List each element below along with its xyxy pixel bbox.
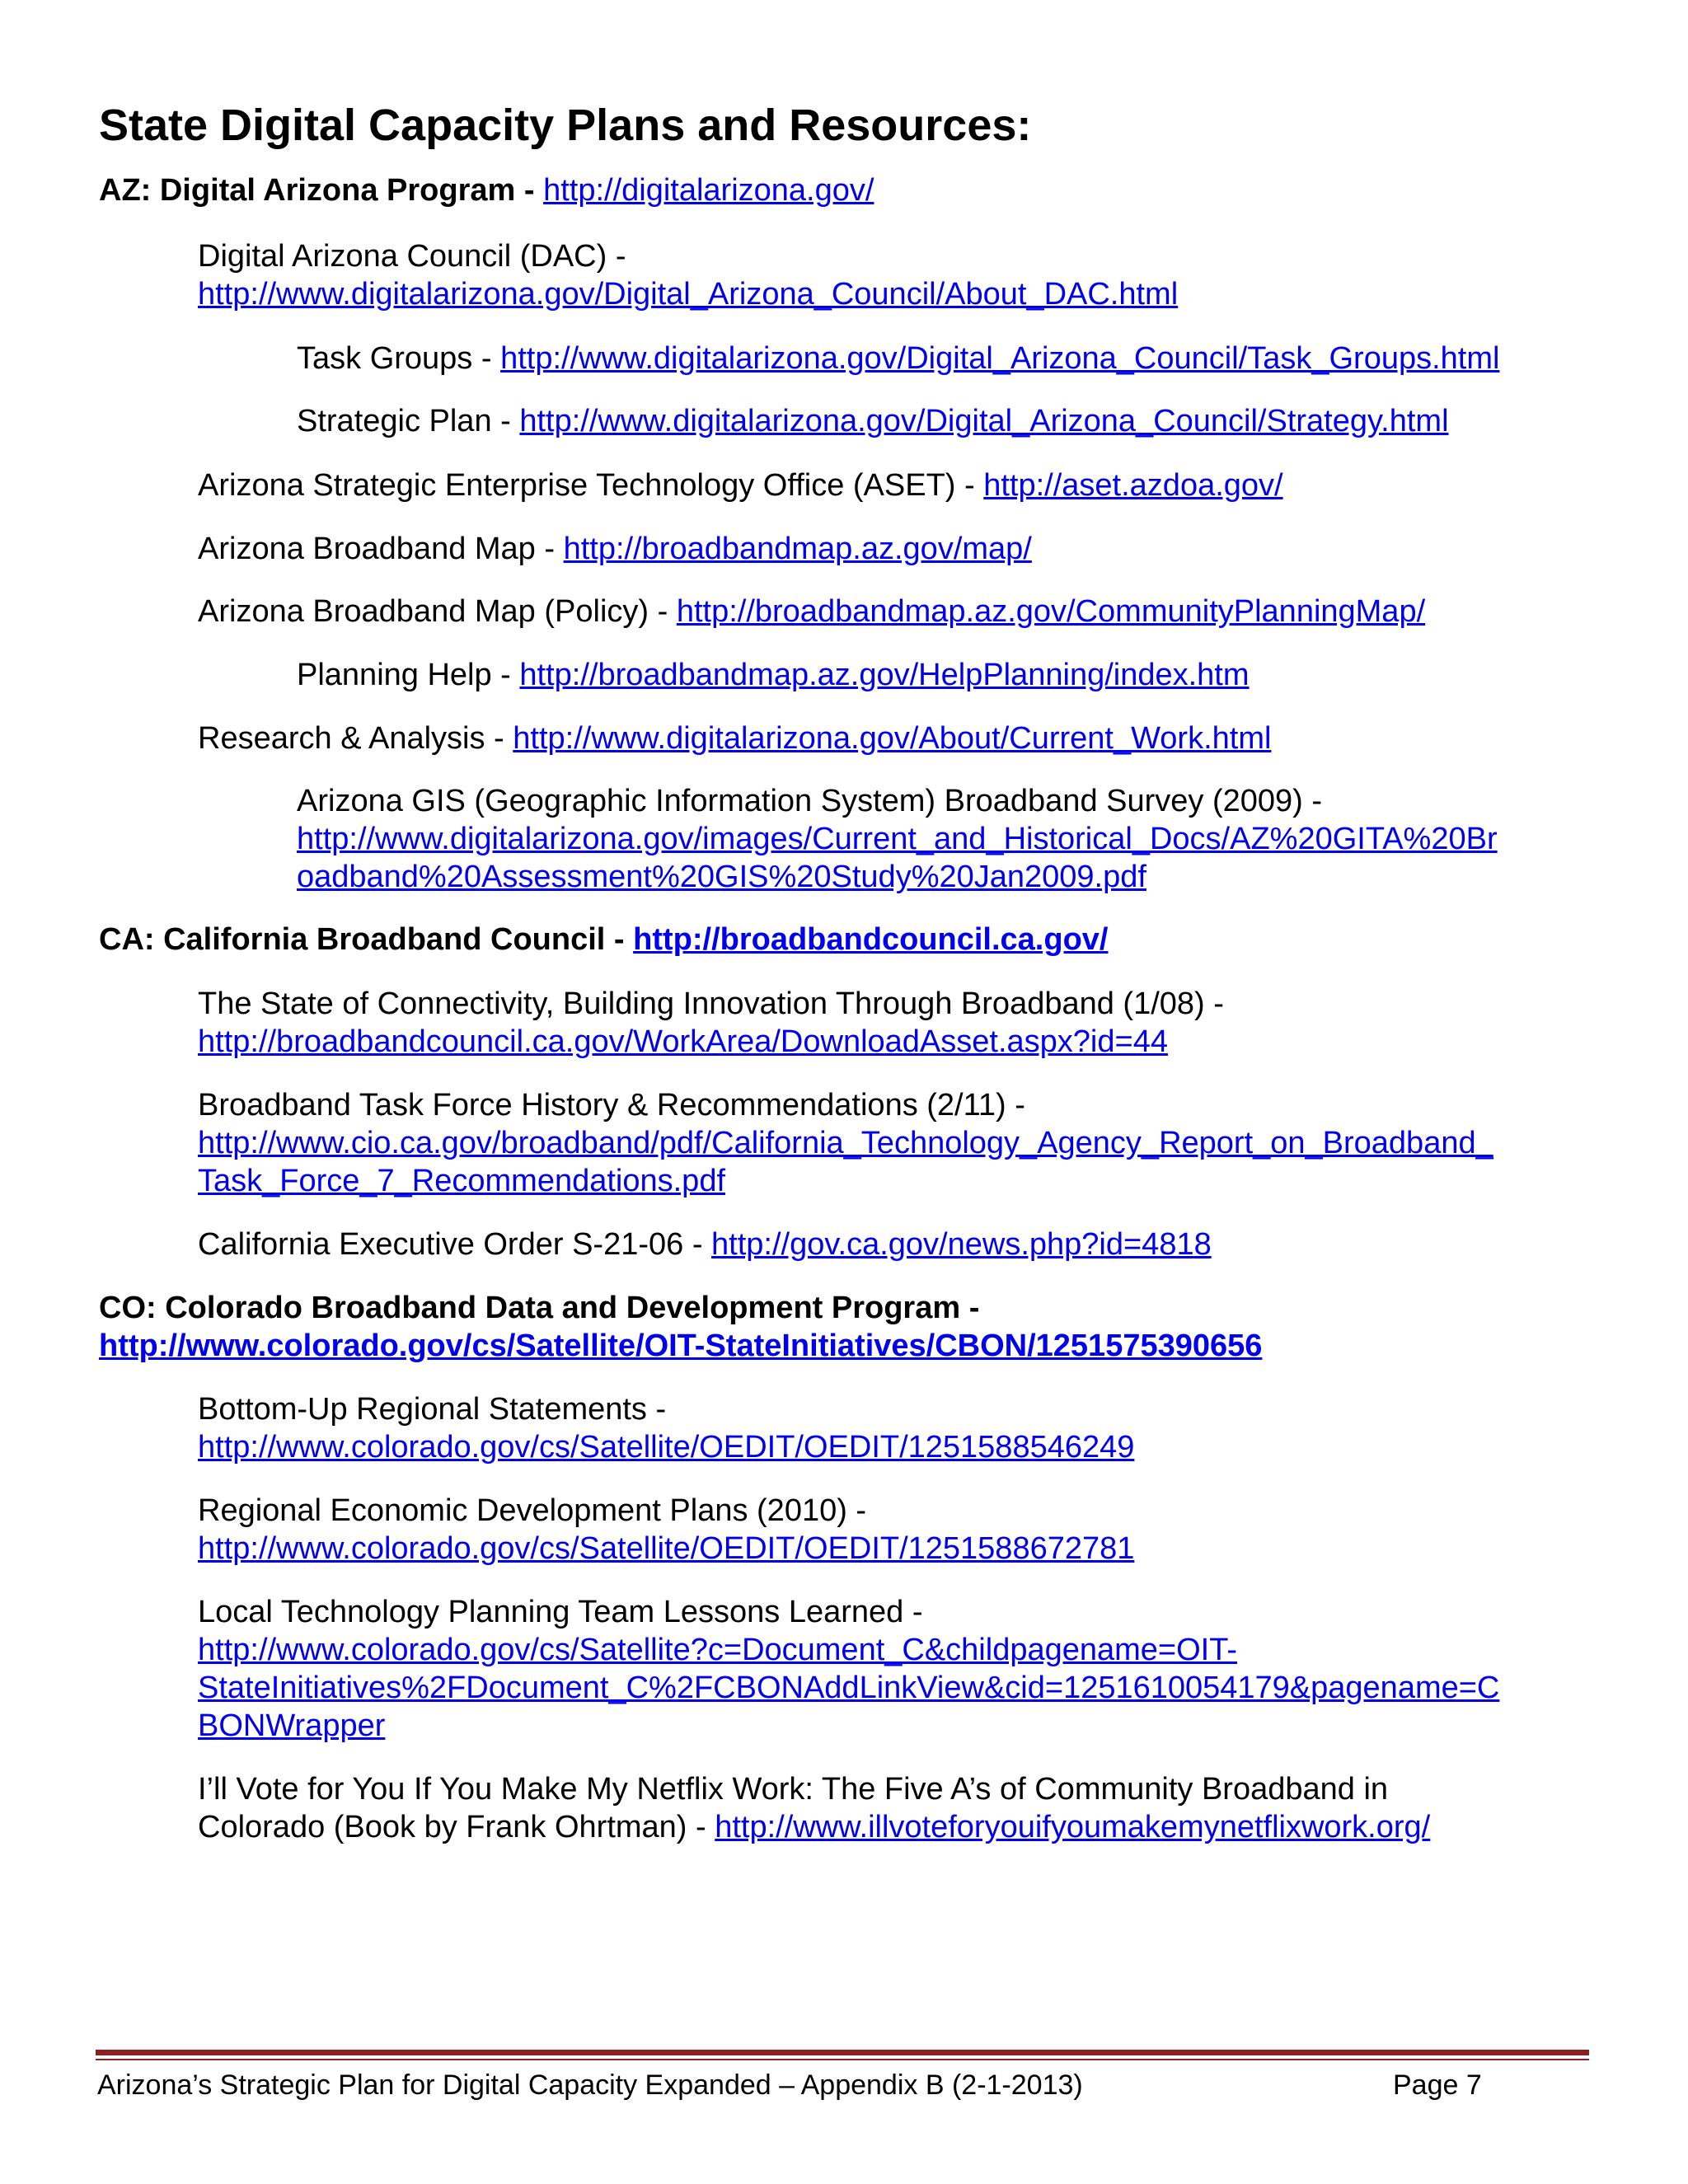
az-strategic-link[interactable]: http://www.digitalarizona.gov/Digital_Arizona_Council/Strategy.html (519, 404, 1449, 438)
co-heading (99, 1289, 1262, 1365)
ca-state-link[interactable]: http://broadbandcouncil.ca.gov/WorkArea/DownloadAsset.aspx?id=44 (198, 1024, 1168, 1059)
co-local-label: Local Technology Planning Team Lessons Learned - (198, 1595, 923, 1629)
co-netflix-item (198, 1770, 1430, 1846)
co-bottom-item (198, 1390, 1134, 1466)
ca-taskforce-label: Broadband Task Force History & Recommendations (2/11) - (198, 1088, 1025, 1122)
ca-taskforce-item (198, 1086, 1493, 1200)
az-policy-label: Arizona Broadband Map (Policy) - (198, 594, 677, 629)
az-research-link[interactable]: http://www.digitalarizona.gov/About/Current_Work.html (513, 721, 1272, 756)
az-dac-item (198, 237, 1178, 313)
az-map-link[interactable]: http://broadbandmap.az.gov/map/ (563, 532, 1032, 566)
ca-state-item (198, 985, 1224, 1061)
co-bottom-label: Bottom-Up Regional Statements - (198, 1392, 667, 1427)
co-regional-item (198, 1492, 1134, 1568)
co-local-link-line2[interactable]: StateInitiatives%2FDocument_C%2FCBONAddLinkView&cid=1251610054179&pagename=C (198, 1671, 1500, 1705)
co-heading-label: CO: Colorado Broadband Data and Development Program - (99, 1291, 980, 1325)
ca-heading (99, 921, 1108, 958)
ca-exec-label: California Executive Order S-21-06 - (198, 1227, 712, 1262)
az-task-label: Task Groups - (297, 341, 501, 376)
az-gis-link-line2[interactable]: oadband%20Assessment%20GIS%20Study%20Jan2009.pdf (297, 860, 1146, 894)
ca-heading-link[interactable]: http://broadbandcouncil.ca.gov/ (633, 922, 1109, 957)
ca-state-label: The State of Connectivity, Building Innovation Through Broadband (1/08) - (198, 987, 1224, 1021)
co-local-link-line1[interactable]: http://www.colorado.gov/cs/Satellite?c=Document_C&childpagename=OIT- (198, 1633, 1237, 1667)
co-regional-link[interactable]: http://www.colorado.gov/cs/Satellite/OEDIT/OEDIT/1251588672781 (198, 1531, 1135, 1566)
az-policy-link[interactable]: http://broadbandmap.az.gov/CommunityPlanningMap/ (676, 594, 1426, 629)
az-map-label: Arizona Broadband Map - (198, 532, 564, 566)
az-task-link[interactable]: http://www.digitalarizona.gov/Digital_Arizona_Council/Task_Groups.html (500, 341, 1500, 376)
ca-exec-item (198, 1226, 1212, 1263)
az-gis-link-line1[interactable]: http://www.digitalarizona.gov/images/Current_and_Historical_Docs/AZ%20GITA%20Br (297, 822, 1498, 856)
footer-rule-thin (96, 2059, 1589, 2060)
az-heading-label: AZ: Digital Arizona Program - (99, 173, 544, 208)
co-regional-label: Regional Economic Development Plans (2010) - (198, 1493, 867, 1528)
az-gis-label: Arizona GIS (Geographic Information System) Broadband Survey (2009) - (297, 784, 1323, 818)
az-policy-item (198, 593, 1425, 630)
co-local-link-line3[interactable]: BONWrapper (198, 1708, 386, 1743)
az-planning-link[interactable]: http://broadbandmap.az.gov/HelpPlanning/index.htm (519, 658, 1250, 692)
az-aset-link[interactable]: http://aset.azdoa.gov/ (983, 468, 1283, 503)
az-strategic-item (297, 402, 1449, 440)
az-dac-link[interactable]: http://www.digitalarizona.gov/Digital_Arizona_Council/About_DAC.html (198, 277, 1179, 312)
ca-taskforce-link-line1[interactable]: http://www.cio.ca.gov/broadband/pdf/California_Technology_Agency_Report_on_Broadband_ (198, 1126, 1493, 1160)
co-bottom-link[interactable]: http://www.colorado.gov/cs/Satellite/OEDIT/OEDIT/1251588546249 (198, 1430, 1135, 1465)
co-heading-link[interactable]: http://www.colorado.gov/cs/Satellite/OIT-StateInitiatives/CBON/1251575390656 (99, 1329, 1263, 1363)
ca-exec-link[interactable]: http://gov.ca.gov/news.php?id=4818 (711, 1227, 1212, 1262)
footer-page-number: Page 7 (1393, 2069, 1482, 2101)
az-heading (99, 171, 874, 209)
footer-document-title: Arizona’s Strategic Plan for Digital Capacity Expanded – Appendix B (2-1-2013) (97, 2069, 1083, 2101)
az-strategic-label: Strategic Plan - (297, 404, 520, 438)
page-title: State Digital Capacity Plans and Resources: (99, 101, 1032, 150)
ca-taskforce-link-line2[interactable]: Task_Force_7_Recommendations.pdf (198, 1164, 726, 1198)
az-aset-label: Arizona Strategic Enterprise Technology Office (ASET) - (198, 468, 984, 503)
az-research-label: Research & Analysis - (198, 721, 513, 756)
co-netflix-label-line1: I’ll Vote for You If You Make My Netflix Work: The Five A’s of Community Broadband in (198, 1772, 1389, 1807)
az-gis-item (297, 782, 1498, 896)
footer-rule (96, 2050, 1589, 2055)
az-task-item (297, 340, 1499, 377)
co-local-item (198, 1593, 1499, 1745)
az-heading-link[interactable]: http://digitalarizona.gov/ (543, 173, 874, 208)
az-planning-item (297, 656, 1250, 694)
az-aset-item (198, 466, 1283, 504)
co-netflix-link[interactable]: http://www.illvoteforyouifyoumakemynetflixwork.org/ (715, 1810, 1431, 1844)
az-map-item (198, 530, 1032, 568)
az-planning-label: Planning Help - (297, 658, 520, 692)
co-netflix-label-line2: Colorado (Book by Frank Ohrtman) - (198, 1810, 715, 1844)
ca-heading-label: CA: California Broadband Council - (99, 922, 634, 957)
az-dac-label: Digital Arizona Council (DAC) - (198, 239, 626, 274)
az-research-item (198, 719, 1271, 757)
